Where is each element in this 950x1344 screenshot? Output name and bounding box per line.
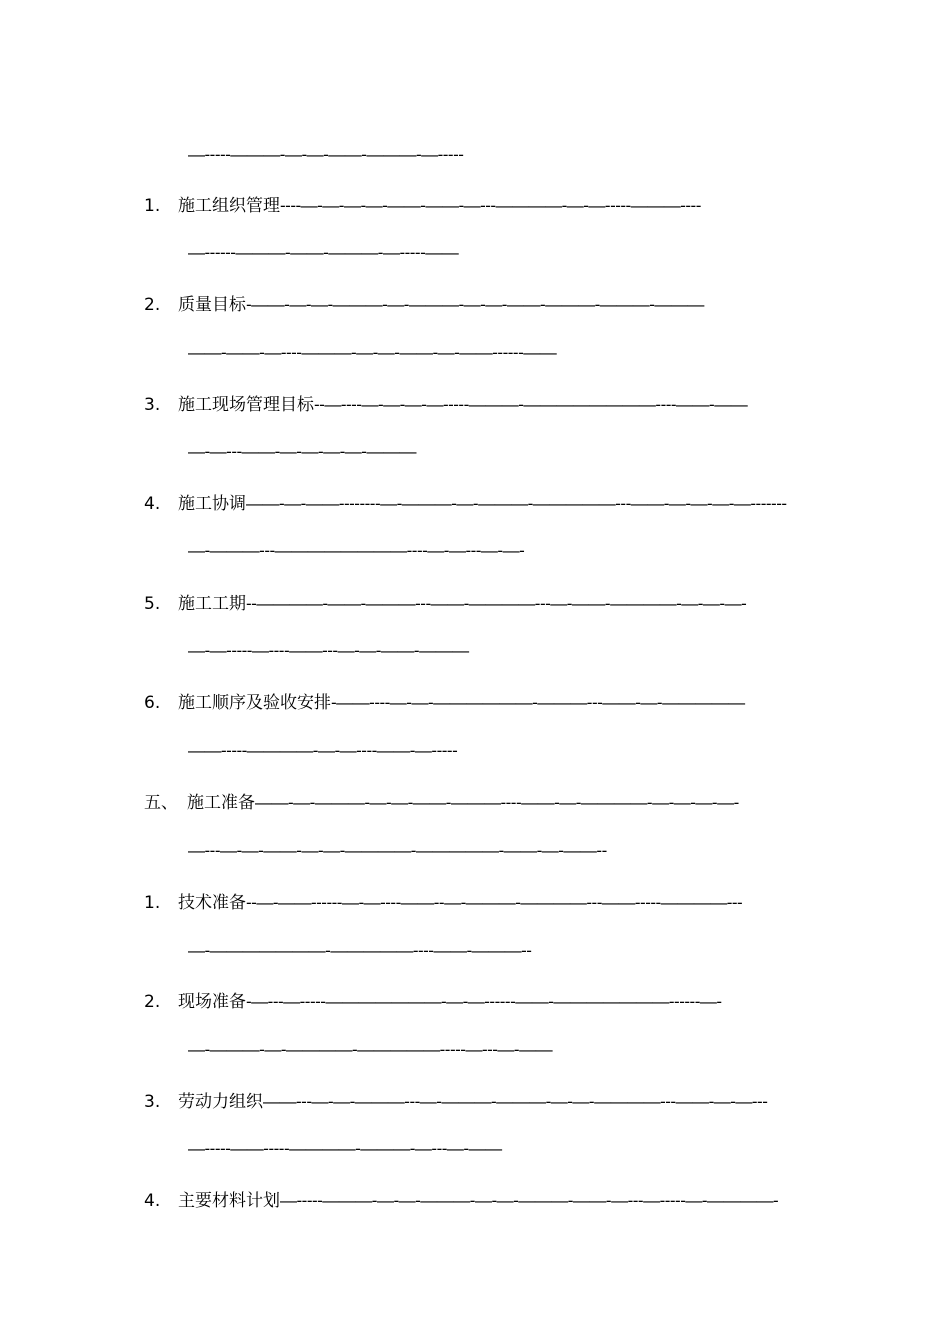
toc-continuation: —-----——-----————-———-—---—-—— [188,1139,502,1158]
toc-entry-number: 6. [144,693,161,713]
toc-continuation: —-—-----—----——---—-—-——-——— [188,641,469,660]
toc-continuation: —-———————-—————----——-———-- [188,941,532,960]
toc-leader: ----—-—-—-—-——-——-—---————-—-—-----———---- [280,196,701,215]
toc-entry-number: 1. [144,893,161,913]
toc-leader: ——-—-———-—-—-——-———----——-—-————-—-—-—-—- [255,793,739,812]
toc-entry-title: 施工准备——-—-———-—-—-——-———----——-—-————-—-—-—-—- [187,793,739,813]
toc-entry-title: 施工工期--————-——-———---——-————---—-——-————-—-—-—- [178,594,747,614]
toc-entry-title: 施工现场管理目标--—----—-—-—-—-----———-————————----——-—— [178,395,748,415]
toc-continuation: —-----———-—-—-——-———-—----- [188,145,464,164]
toc-leader: -—---—-----———————-—-—------——-———————------—- [246,992,722,1011]
toc-entry-title: 技术准备--—-——------—-—----——--—-———-————---——-----————--- [178,893,743,913]
toc-entry-title: 劳动力组织——---—-—-———---—-———-———-—-—-————---——-—-—--- [178,1092,768,1112]
toc-leader: -——----—-—-——————-———---——-—-————— [331,693,745,712]
toc-entry-number: 3. [144,395,161,415]
toc-leader: --—----—-—-—-—-----———-————————----——-—— [314,395,748,414]
toc-entry-number: 3. [144,1092,161,1112]
toc-continuation: —-—---——-—-—-—-—-——— [188,442,416,461]
toc-continuation: —------———-——-———-—-----—— [188,243,459,262]
toc-entry-number: 5. [144,594,161,614]
toc-leader: —-----———-—-—-———-—-—-———-——-—---—-----—-————- [280,1191,779,1210]
toc-leader: --————-——-———---——-————---—-——-————-—-—-—- [246,594,747,613]
toc-entry-title: 施工顺序及验收安排-——----—-—-——————-———---——-—-————— [178,693,745,713]
toc-entry-number: 2. [144,295,161,315]
toc-continuation: —---—-—-——-—-—-————-—————-——-—-——-- [188,841,607,860]
toc-leader: -——-—-—-———-—-———-—-—-——-———-———-——— [246,295,704,314]
toc-entry-number: 4. [144,494,161,514]
toc-entry-number: 五、 [144,793,178,813]
toc-continuation: —-———---————————----—-—---—-—- [188,541,525,560]
toc-entry-number: 4. [144,1191,161,1211]
toc-continuation: —-———-—-————-—————-----—---—-—— [188,1040,553,1059]
toc-entry-title: 施工协调——-—-——--------—-———-—-———-—————---——-—-—-—-—------- [178,494,787,514]
toc-leader: --—-——------—-—----——--—-———-————---——-----————--- [246,893,743,912]
toc-entry-title: 现场准备-—---—-----———————-—-—------——-———————------—- [178,992,722,1012]
toc-entry-title: 质量目标-——-—-—-———-—-———-—-—-——-———-———-——— [178,295,704,315]
toc-entry-title: 主要材料计划—-----———-—-—-———-—-—-———-——-—---—-----—-————- [178,1191,779,1211]
toc-continuation: ——-----————-—-—----——-—----- [188,741,458,760]
toc-continuation: ——-——-—----———-—-—-——-—-——------—— [188,343,557,362]
toc-entry-title: 施工组织管理----—-—-—-—-——-——-—---————-—-—-----———---- [178,196,701,216]
toc-leader: ——-—-——--------—-———-—-———-—————---——-—-—-—-—------- [246,494,787,513]
toc-leader: ——---—-—-———---—-———-———-—-—-————---——-—-—--- [263,1092,768,1111]
toc-entry-number: 1. [144,196,161,216]
toc-entry-number: 2. [144,992,161,1012]
